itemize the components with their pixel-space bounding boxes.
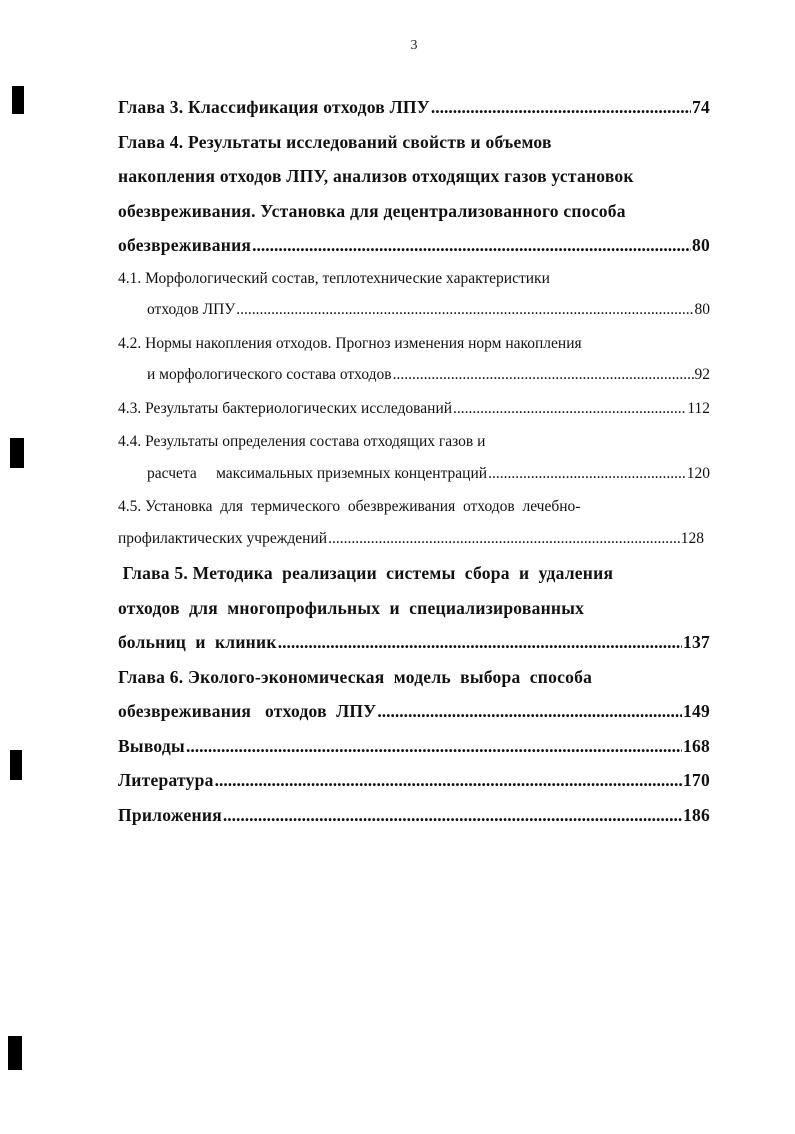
dot-leader	[278, 625, 682, 660]
toc-page-number: 112	[687, 399, 710, 417]
dot-leader	[328, 523, 680, 555]
dot-leader	[252, 228, 691, 263]
table-of-contents	[118, 90, 710, 832]
toc-entry-4-4[interactable]	[118, 458, 710, 490]
toc-entry-title: 4.3. Результаты бактериологических исследований	[118, 399, 453, 417]
toc-entry-title: профилактических учреждений	[118, 529, 328, 547]
toc-entry-title: Приложения	[118, 804, 222, 825]
toc-page-number: 170	[683, 770, 710, 790]
page-number: 3	[410, 38, 418, 53]
toc-page-number: 128	[680, 529, 704, 547]
toc-entry-appendices[interactable]	[118, 798, 710, 833]
dot-leader	[186, 729, 682, 764]
toc-entry-4-3[interactable]	[118, 393, 710, 425]
toc-entry-chapter-5[interactable]	[118, 625, 710, 660]
toc-entry-literature[interactable]	[118, 763, 710, 798]
toc-entry-title: Глава 3. Классификация отходов ЛПУ	[118, 97, 430, 117]
toc-entry-title: расчета максимальных приземных концентраций	[147, 464, 488, 482]
toc-entry-chapter-4[interactable]	[118, 228, 710, 263]
toc-page-number: 168	[683, 735, 710, 756]
toc-entry-title: обезвреживания	[118, 235, 252, 255]
scan-marker	[10, 438, 24, 468]
toc-entry-conclusions[interactable]	[118, 729, 710, 764]
toc-entry-4-1[interactable]	[118, 294, 710, 326]
toc-entry-title: отходов ЛПУ	[147, 301, 236, 318]
toc-page-number: 80	[692, 235, 710, 255]
toc-entry-chapter-3[interactable]	[118, 90, 710, 125]
dot-leader	[223, 798, 682, 833]
toc-page-number: 80	[694, 301, 710, 318]
toc-entry-title: Литература	[118, 770, 214, 790]
toc-page-number: 137	[683, 632, 710, 652]
toc-entry-title: Выводы	[118, 735, 185, 756]
toc-entry-4-1-line-1: 4.1. Морфологический состав, теплотехнические характеристики	[118, 269, 550, 287]
toc-entry-4-5-line-1: 4.5. Установка для термического обезвреживания отходов лечебно-	[118, 498, 581, 515]
toc-page-number: 186	[683, 804, 710, 825]
toc-entry-chapter-6[interactable]	[118, 694, 710, 729]
toc-entry-title: больниц и клиник	[118, 632, 277, 652]
toc-page-number: 74	[692, 97, 710, 117]
toc-page-number: 92	[694, 366, 710, 383]
scan-marker	[8, 1036, 22, 1070]
toc-entry-chapter-5-line-1: Глава 5. Методика реализации системы сбора и удаления	[118, 563, 614, 583]
dot-leader	[236, 294, 693, 326]
dot-leader	[453, 393, 686, 425]
toc-entry-4-2[interactable]	[118, 359, 710, 391]
toc-entry-chapter-6-line-1: Глава 6. Эколого-экономическая модель выбора способа	[118, 666, 593, 687]
toc-page-number: 149	[683, 701, 710, 721]
toc-entry-4-5[interactable]	[118, 523, 704, 555]
dot-leader	[488, 458, 686, 490]
toc-entry-title: обезвреживания отходов ЛПУ	[118, 701, 377, 721]
scan-marker	[10, 750, 22, 780]
toc-entry-4-4-line-1: 4.4. Результаты определения состава отходящих газов и	[118, 433, 486, 450]
toc-entry-title: и морфологического состава отходов	[147, 366, 392, 383]
toc-entry-chapter-4-line-2: накопления отходов ЛПУ, анализов отходящих газов установок	[118, 166, 634, 186]
toc-page-number: 120	[686, 464, 710, 482]
toc-entry-chapter-5-line-2: отходов для многопрофильных и специализированных	[118, 597, 585, 618]
dot-leader	[377, 694, 682, 729]
toc-entry-4-2-line-1: 4.2. Нормы накопления отходов. Прогноз изменения норм накопления	[118, 334, 582, 352]
toc-entry-chapter-4-line-1: Глава 4. Результаты исследований свойств и объемов	[118, 131, 552, 152]
dot-leader	[393, 359, 694, 391]
dot-leader	[215, 763, 682, 798]
dot-leader	[431, 90, 691, 125]
scan-marker	[12, 86, 24, 114]
toc-entry-chapter-4-line-3: обезвреживания. Установка для децентрализованного способа	[118, 200, 626, 221]
